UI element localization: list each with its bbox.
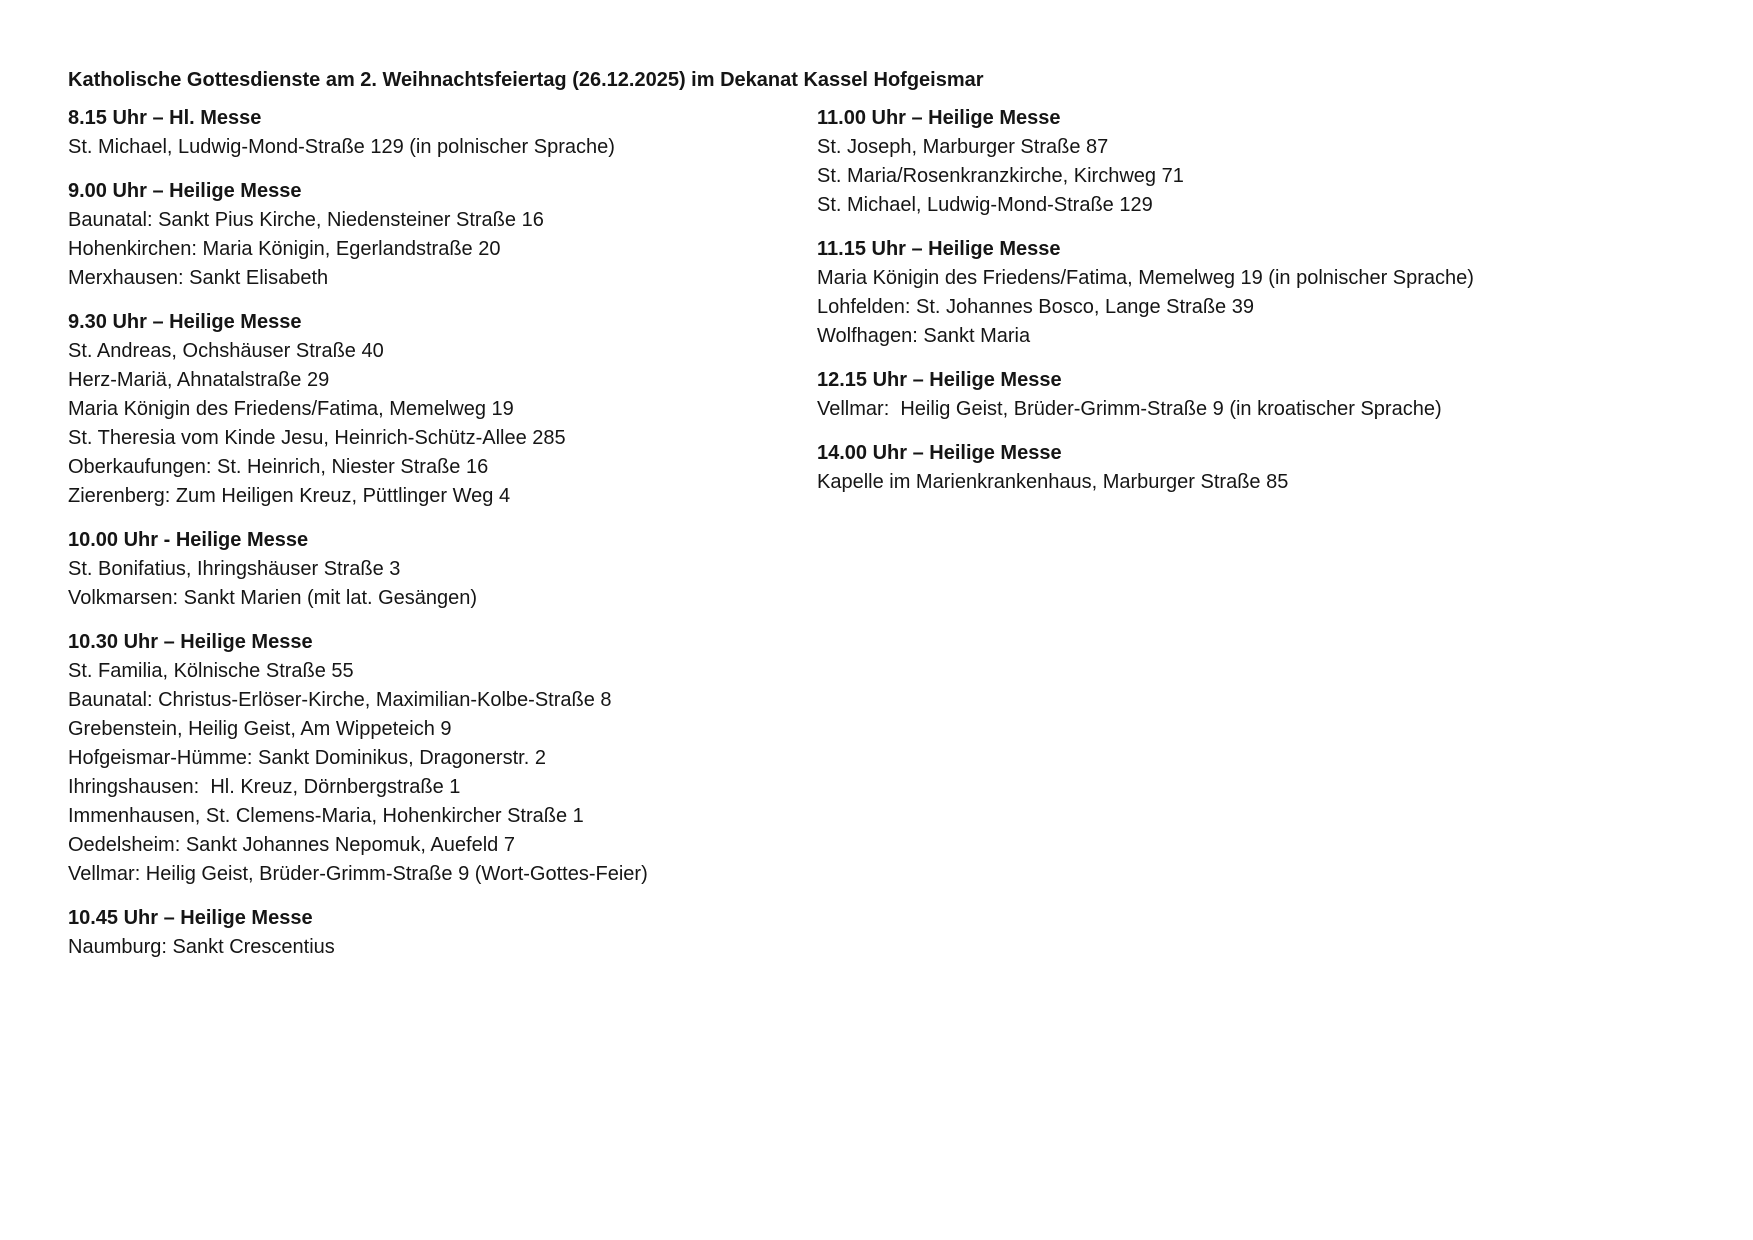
service-location-line: St. Bonifatius, Ihringshäuser Straße 3 [68, 558, 401, 580]
service-location-line: Naumburg: Sankt Crescentius [68, 936, 335, 958]
section-time-heading: 9.30 Uhr – Heilige Messe [68, 311, 302, 333]
service-location-line: St. Michael, Ludwig-Mond-Straße 129 (in polnischer Sprache) [68, 136, 615, 158]
service-location-line: St. Theresia vom Kinde Jesu, Heinrich-Schütz-Allee 285 [68, 427, 566, 449]
service-time-section [68, 904, 817, 962]
column-left [68, 104, 817, 962]
service-location-line: St. Andreas, Ochshäuser Straße 40 [68, 340, 384, 362]
service-location-line: Hohenkirchen: Maria Königin, Egerlandstraße 20 [68, 238, 501, 260]
service-location-line: Herz-Mariä, Ahnatalstraße 29 [68, 369, 330, 391]
service-location-line: St. Joseph, Marburger Straße 87 [817, 136, 1109, 158]
service-time-section [68, 308, 817, 511]
section-time-heading: 10.30 Uhr – Heilige Messe [68, 631, 313, 653]
service-location-line: Immenhausen, St. Clemens-Maria, Hohenkircher Straße 1 [68, 805, 584, 827]
section-time-heading: 11.15 Uhr – Heilige Messe [817, 238, 1061, 260]
service-location-line: Zierenberg: Zum Heiligen Kreuz, Püttlinger Weg 4 [68, 485, 511, 507]
service-location-line: Hofgeismar-Hümme: Sankt Dominikus, Dragonerstr. 2 [68, 747, 546, 769]
service-location-line: Baunatal: Christus-Erlöser-Kirche, Maximilian-Kolbe-Straße 8 [68, 689, 612, 711]
service-time-section [817, 235, 1713, 351]
section-time-heading: 10.45 Uhr – Heilige Messe [68, 907, 313, 929]
service-location-line: Merxhausen: Sankt Elisabeth [68, 267, 329, 289]
service-location-line: Maria Königin des Friedens/Fatima, Memelweg 19 (in polnischer Sprache) [817, 267, 1474, 289]
service-location-line: St. Maria/Rosenkranzkirche, Kirchweg 71 [817, 165, 1184, 187]
service-location-line: Oberkaufungen: St. Heinrich, Niester Straße 16 [68, 456, 489, 478]
service-location-line: Wolfhagen: Sankt Maria [817, 325, 1031, 347]
service-location-line: Baunatal: Sankt Pius Kirche, Niedensteiner Straße 16 [68, 209, 544, 231]
service-location-line: Vellmar: Heilig Geist, Brüder-Grimm-Straße 9 (in kroatischer Sprache) [817, 398, 1442, 420]
service-location-line: Oedelsheim: Sankt Johannes Nepomuk, Auefeld 7 [68, 834, 515, 856]
service-location-line: Volkmarsen: Sankt Marien (mit lat. Gesängen) [68, 587, 478, 609]
section-time-heading: 12.15 Uhr – Heilige Messe [817, 369, 1062, 391]
service-time-section [68, 104, 817, 162]
section-time-heading: 14.00 Uhr – Heilige Messe [817, 442, 1062, 464]
service-location-line: Kapelle im Marienkrankenhaus, Marburger Straße 85 [817, 471, 1289, 493]
column-right [817, 104, 1713, 497]
service-time-section [817, 366, 1713, 424]
section-time-heading: 11.00 Uhr – Heilige Messe [817, 107, 1061, 129]
service-location-line: Vellmar: Heilig Geist, Brüder-Grimm-Straße 9 (Wort-Gottes-Feier) [68, 863, 648, 885]
service-time-section [68, 526, 817, 613]
service-location-line: Grebenstein, Heilig Geist, Am Wippeteich 9 [68, 718, 452, 740]
section-time-heading: 8.15 Uhr – Hl. Messe [68, 107, 262, 129]
section-time-heading: 9.00 Uhr – Heilige Messe [68, 180, 302, 202]
service-location-line: St. Familia, Kölnische Straße 55 [68, 660, 354, 682]
section-time-heading: 10.00 Uhr - Heilige Messe [68, 529, 309, 551]
service-location-line: Ihringshausen: Hl. Kreuz, Dörnbergstraße 1 [68, 776, 461, 798]
service-location-line: St. Michael, Ludwig-Mond-Straße 129 [817, 194, 1153, 216]
service-location-line: Maria Königin des Friedens/Fatima, Memelweg 19 [68, 398, 514, 420]
service-time-section [817, 439, 1713, 497]
service-location-line: Lohfelden: St. Johannes Bosco, Lange Straße 39 [817, 296, 1254, 318]
columns-container [68, 104, 1713, 962]
service-time-section [68, 628, 817, 889]
service-time-section [68, 177, 817, 293]
service-time-section [817, 104, 1713, 220]
page-title: Katholische Gottesdienste am 2. Weihnachtsfeiertag (26.12.2025) im Dekanat Kassel Hofgeismar [68, 69, 984, 91]
